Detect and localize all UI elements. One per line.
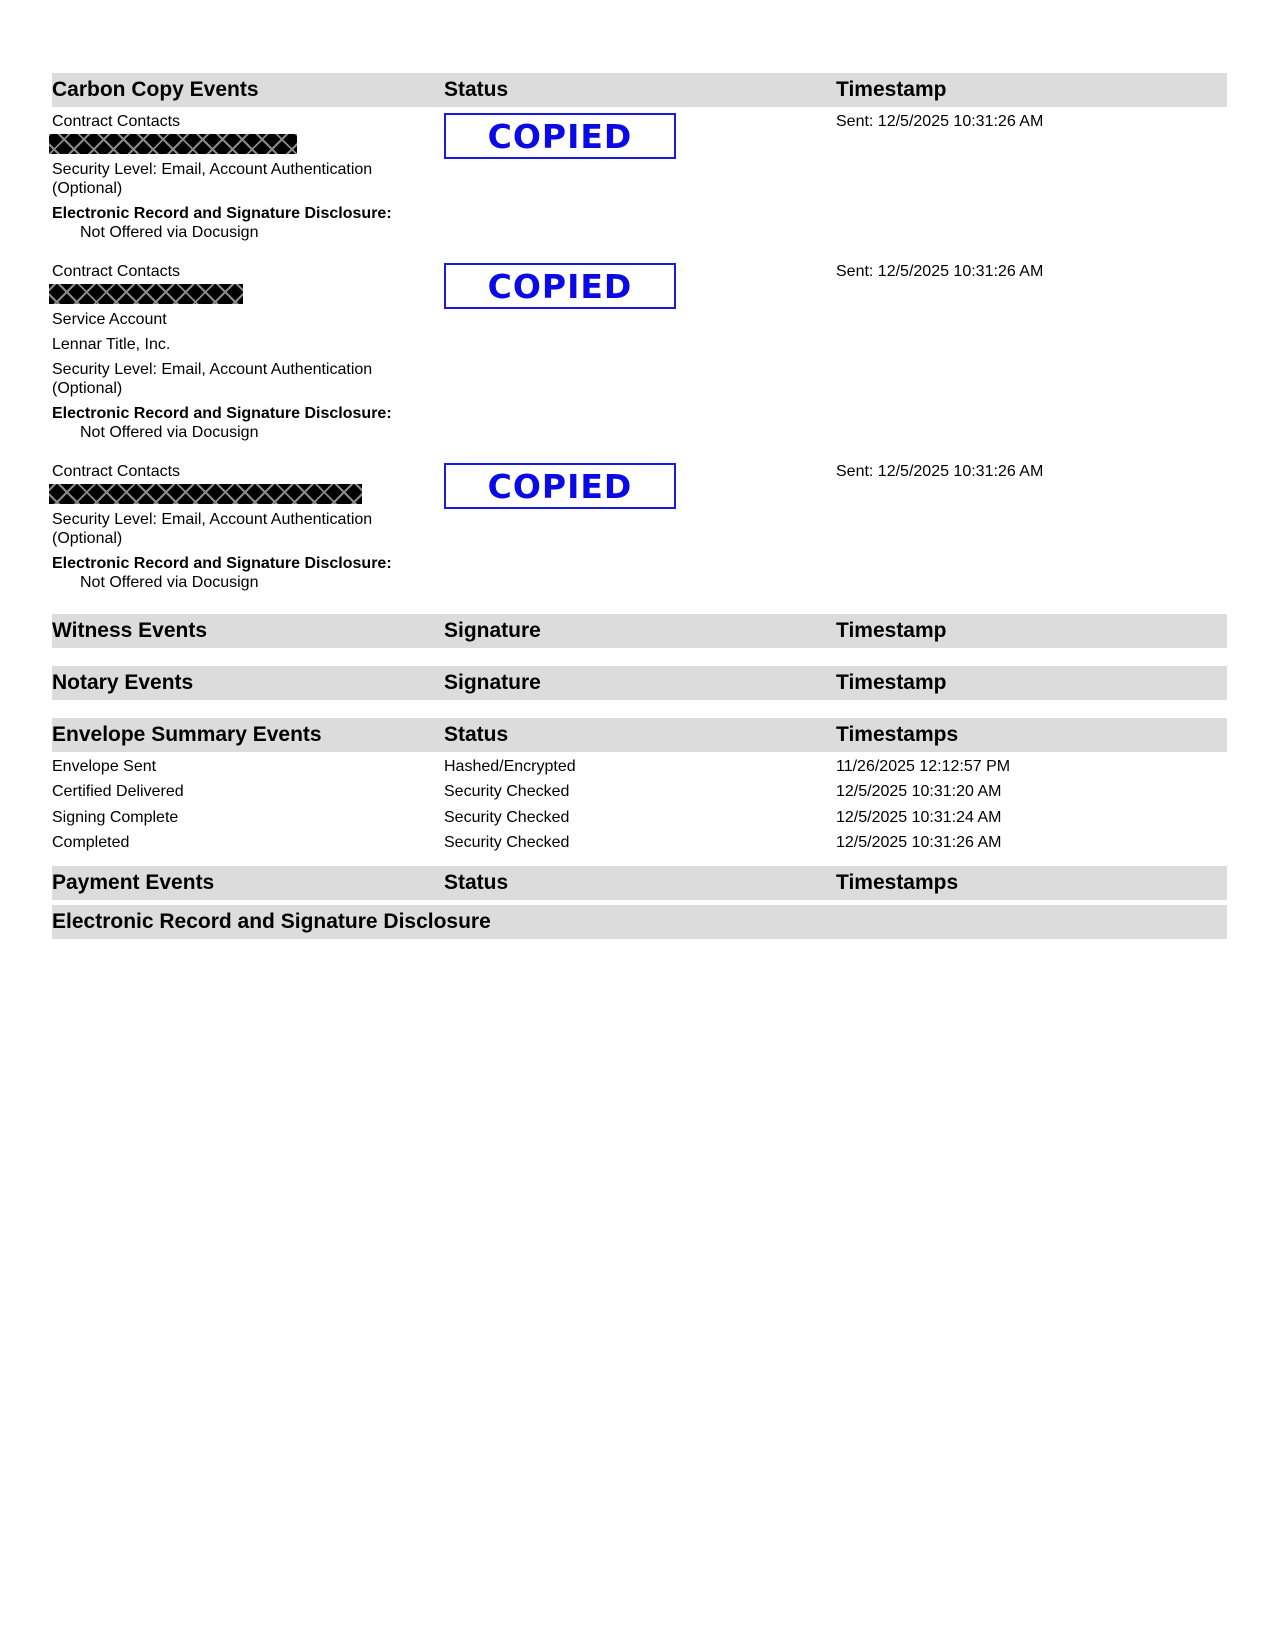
recipient-role: Contract Contacts — [52, 113, 181, 130]
header-col-signature: Signature — [444, 671, 541, 694]
payment-events-header — [52, 866, 1227, 900]
header-col-events: Witness Events — [52, 619, 208, 642]
event-name: Envelope Sent — [52, 757, 157, 775]
disclosure-label: Electronic Record and Signature Disclosure: — [52, 205, 392, 222]
disclosure-value: Not Offered via Docusign — [80, 224, 259, 241]
notary-events-header — [52, 666, 1227, 700]
recipient-role: Contract Contacts — [52, 463, 181, 480]
event-name: Completed — [52, 834, 130, 852]
event-timestamp: 12/5/2025 10:31:20 AM — [836, 783, 1002, 801]
header-col-timestamps: Timestamps — [836, 871, 959, 894]
header-col-timestamps: Timestamps — [836, 723, 959, 746]
envelope-summary-header — [52, 718, 1227, 752]
carbon-copy-record — [52, 112, 1227, 248]
event-status: Hashed/Encrypted — [444, 757, 576, 775]
event-timestamp: 12/5/2025 10:31:26 AM — [836, 834, 1002, 852]
sent-timestamp: Sent: 12/5/2025 10:31:26 AM — [836, 113, 1044, 130]
carbon-copy-record — [52, 262, 1227, 448]
event-name: Signing Complete — [52, 808, 179, 826]
disclosure-label: Electronic Record and Signature Disclosure: — [52, 405, 392, 422]
event-status: Security Checked — [444, 808, 570, 826]
disclosure-value: Not Offered via Docusign — [80, 424, 259, 441]
redacted-email — [49, 284, 243, 304]
company-line: Service Account — [52, 311, 167, 328]
table-row — [52, 805, 1227, 831]
document-page — [52, 73, 1227, 939]
header-col-timestamp: Timestamp — [836, 671, 947, 694]
table-row — [52, 754, 1227, 780]
header-col-events: Carbon Copy Events — [52, 78, 259, 101]
security-level: Security Level: Email, Account Authentication (Optional) — [52, 361, 373, 397]
event-timestamp: 11/26/2025 12:12:57 PM — [836, 757, 1011, 775]
header-col-timestamp: Timestamp — [836, 619, 947, 642]
header-col-events: Payment Events — [52, 871, 215, 894]
witness-events-header — [52, 614, 1227, 648]
sent-timestamp: Sent: 12/5/2025 10:31:26 AM — [836, 463, 1044, 480]
header-col-status: Status — [444, 78, 509, 101]
carbon-copy-header — [52, 73, 1227, 107]
copied-stamp: COPIED — [444, 263, 676, 309]
redacted-email — [49, 134, 297, 154]
event-status: Security Checked — [444, 834, 570, 852]
copied-stamp: COPIED — [444, 463, 676, 509]
recipient-role: Contract Contacts — [52, 263, 181, 280]
carbon-copy-record — [52, 462, 1227, 598]
event-name: Certified Delivered — [52, 783, 184, 801]
envelope-summary-rows — [52, 754, 1227, 856]
header-col-events: Notary Events — [52, 671, 194, 694]
security-level: Security Level: Email, Account Authentication (Optional) — [52, 161, 373, 197]
disclosure-section-header — [52, 905, 1227, 939]
header-col-timestamp: Timestamp — [836, 78, 947, 101]
disclosure-label: Electronic Record and Signature Disclosure: — [52, 555, 392, 572]
security-level: Security Level: Email, Account Authentication (Optional) — [52, 511, 373, 547]
sent-timestamp: Sent: 12/5/2025 10:31:26 AM — [836, 263, 1044, 280]
event-timestamp: 12/5/2025 10:31:24 AM — [836, 808, 1002, 826]
header-col-status: Status — [444, 723, 509, 746]
event-status: Security Checked — [444, 783, 570, 801]
table-row — [52, 780, 1227, 806]
disclosure-value: Not Offered via Docusign — [80, 574, 259, 591]
company-line: Lennar Title, Inc. — [52, 336, 171, 353]
header-col-events: Envelope Summary Events — [52, 723, 322, 746]
table-row — [52, 831, 1227, 857]
disclosure-section-title: Electronic Record and Signature Disclosure — [52, 910, 491, 933]
redacted-email — [49, 484, 362, 504]
copied-stamp: COPIED — [444, 113, 676, 159]
header-col-status: Status — [444, 871, 509, 894]
header-col-signature: Signature — [444, 619, 541, 642]
